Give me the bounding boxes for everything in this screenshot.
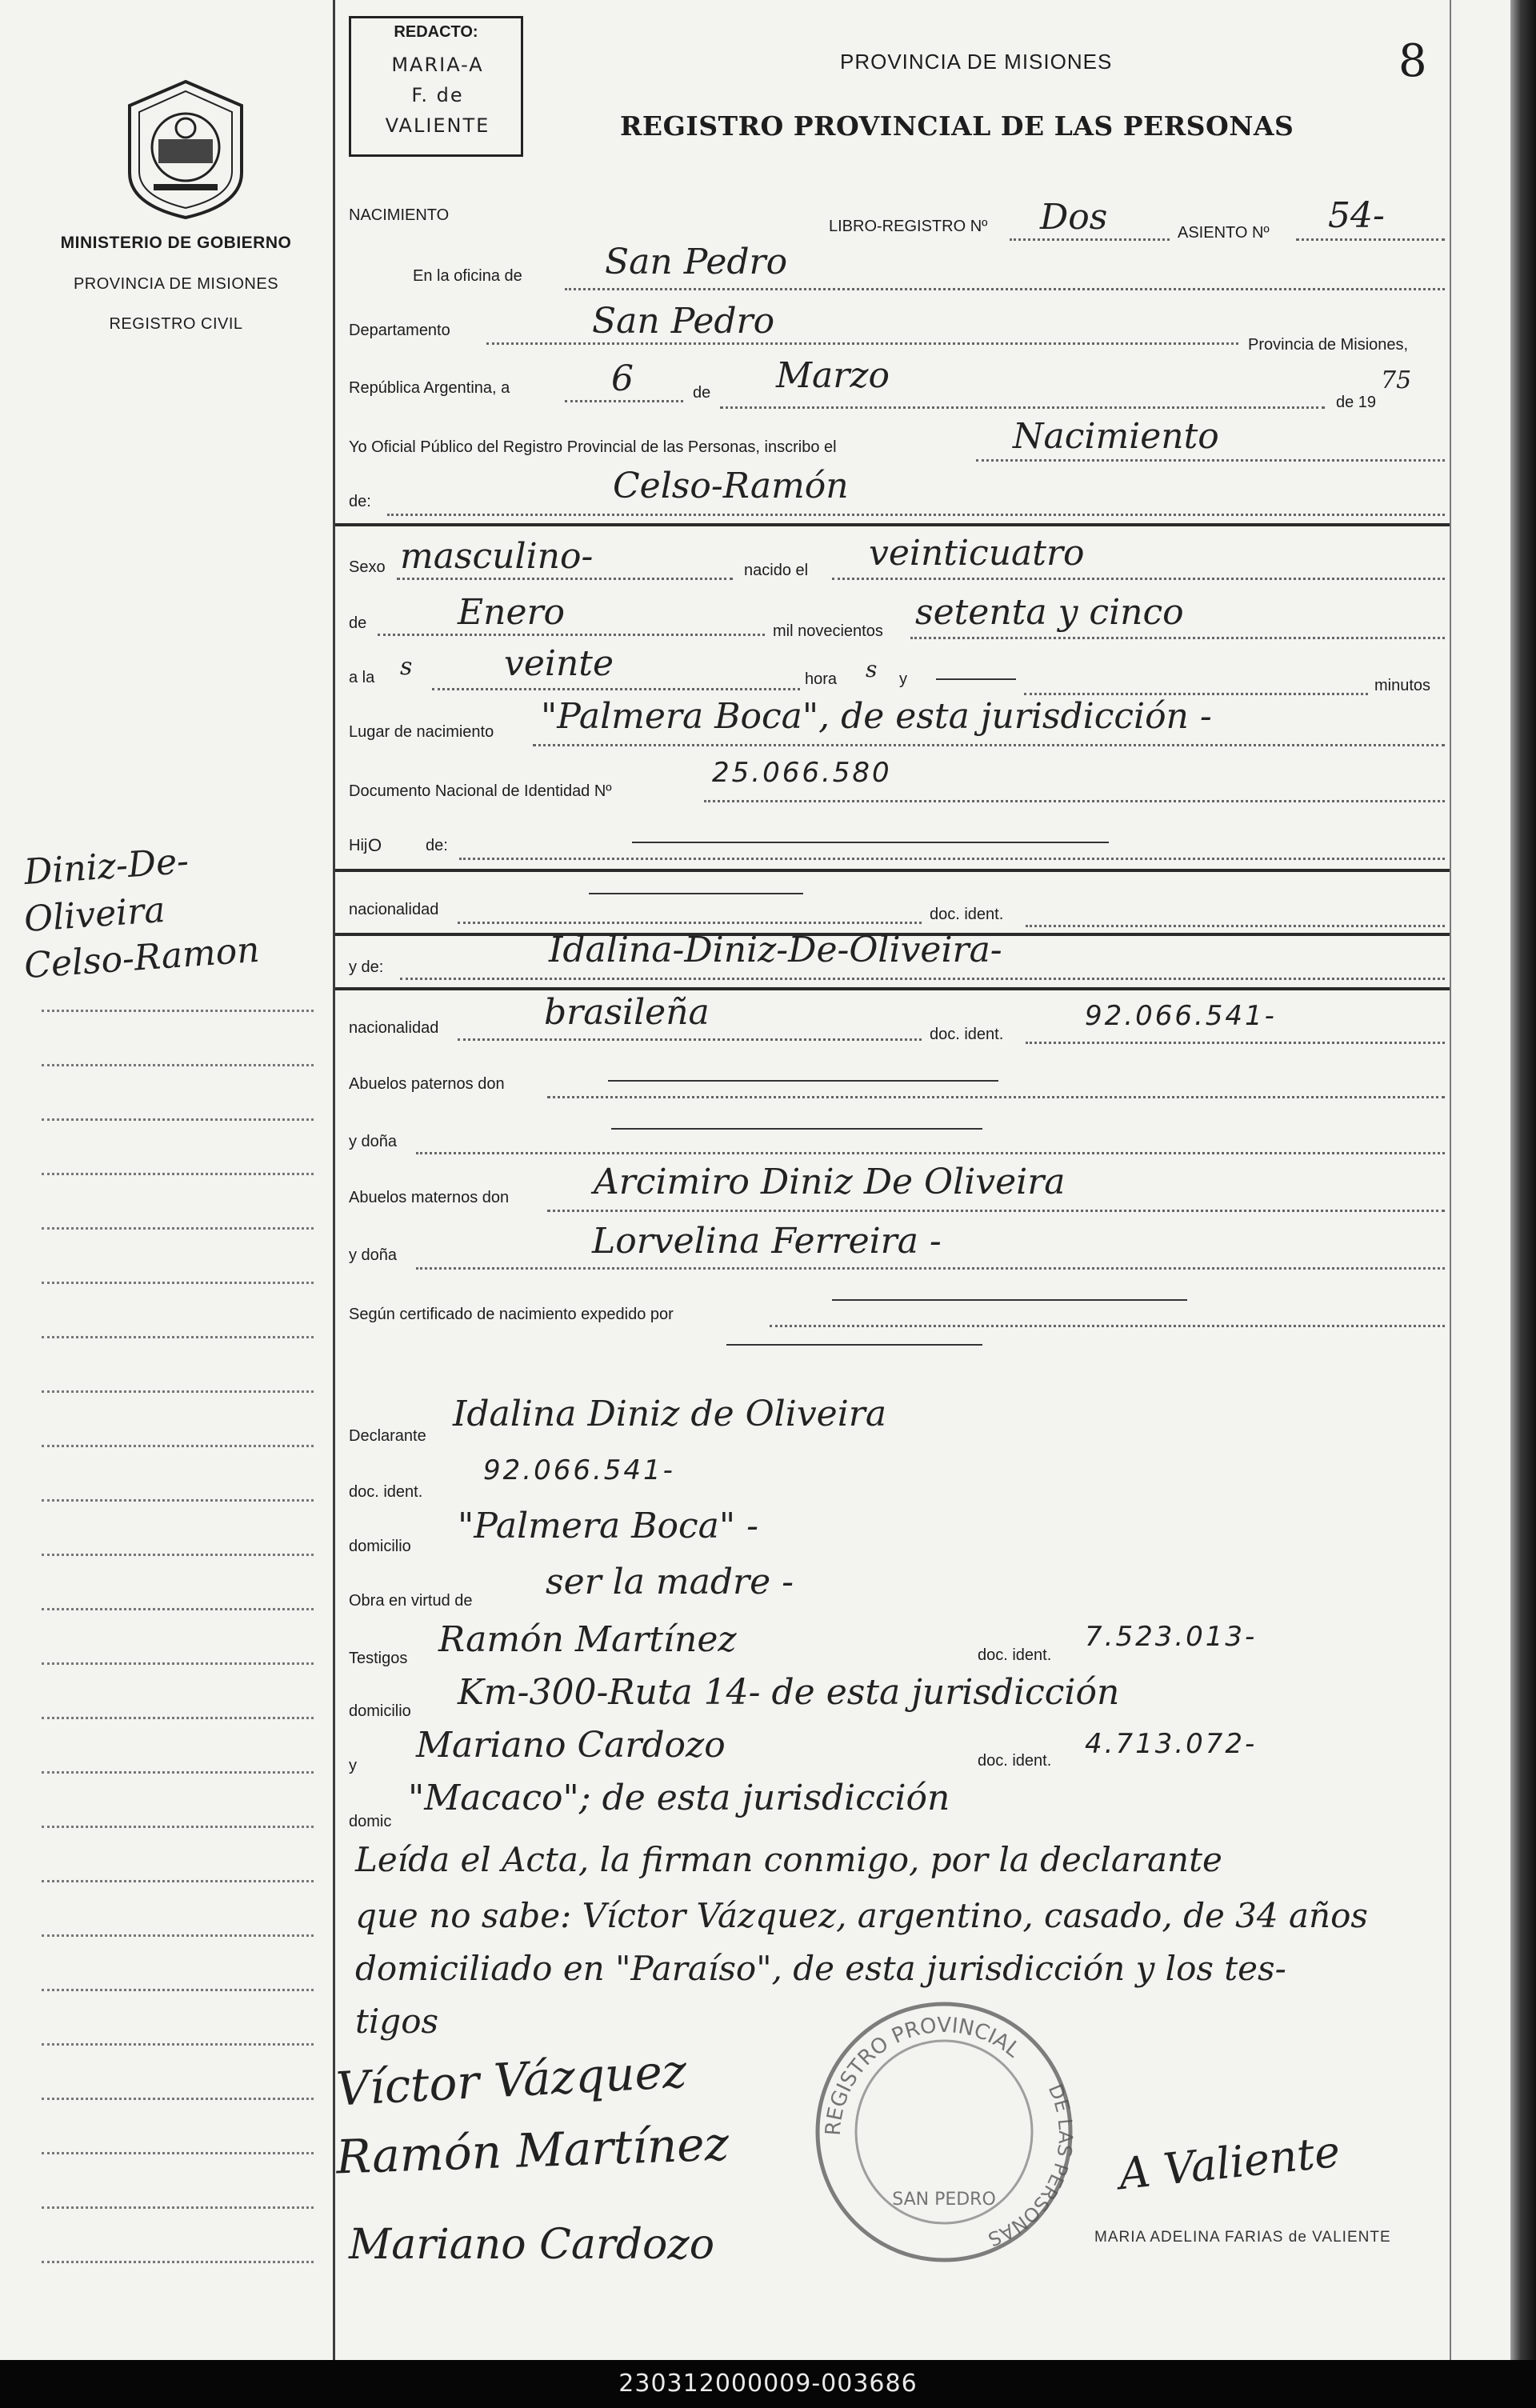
anio-nac-value: setenta y cinco [915, 592, 1184, 633]
y-dona-materna-label: y doña [349, 1246, 398, 1264]
testigo1-value: Ramón Martínez [438, 1619, 737, 1660]
nota-line: tigos [355, 2002, 439, 2041]
documento-value: 25.066.580 [712, 757, 892, 789]
doc-declarante-value: 92.066.541- [483, 1454, 675, 1486]
domicilio-testigo1-value: Km-300-Ruta 14- de esta jurisdicción [458, 1672, 1120, 1713]
sexo-label: Sexo [349, 558, 386, 576]
nombre-value: Celso-Ramón [613, 466, 849, 506]
hora-s-value: s [866, 656, 878, 682]
domicilio-testigo2-label: domic [349, 1813, 392, 1830]
declarante-value: Idalina Diniz de Oliveira [453, 1394, 887, 1434]
page-number: 8 [1398, 35, 1427, 87]
stamp-ring-text: REGISTRO PROVINCIAL [821, 2013, 1025, 2137]
republica-label: República Argentina, a [349, 379, 510, 397]
doc-ident-madre-label: doc. ident. [930, 1026, 1004, 1043]
oficina-label: En la oficina de [413, 267, 522, 285]
redacto-line: F. de [411, 84, 464, 106]
oficial-statement: Yo Oficial Público del Registro Provincial de las Personas, inscribo el [349, 438, 837, 456]
segun-label: Según certificado de nacimiento expedido por [349, 1306, 674, 1323]
margin-rule-line [42, 1989, 314, 1991]
a-la-value: s [400, 653, 413, 681]
margin-note-line: Oliveira [22, 889, 167, 941]
province-subtitle: PROVINCIA DE MISIONES [73, 275, 279, 293]
y-de-label: y de: [349, 958, 384, 976]
nacido-label: nacido el [744, 562, 809, 579]
doc-ident-padre-label: doc. ident. [930, 906, 1004, 923]
margin-rule-line [42, 1336, 314, 1338]
nacionalidad-madre-value: brasileña [544, 992, 710, 1033]
asiento-label: ASIENTO Nº [1178, 224, 1270, 242]
redacto-label: REDACTO: [394, 23, 478, 41]
margin-rule-line [42, 2098, 314, 2100]
nacimiento-label: NACIMIENTO [349, 206, 450, 224]
margin-rule-line [42, 1771, 314, 1774]
margin-rule-line [42, 1499, 314, 1502]
margin-rule-line [42, 2206, 314, 2209]
oficina-value: San Pedro [605, 242, 788, 282]
anio-value: 75 [1381, 366, 1412, 394]
declarante-label: Declarante [349, 1427, 426, 1445]
stamp-ring-text: DE LAS PERSONAS [985, 2081, 1078, 2251]
madre-value: Idalina-Diniz-De-Oliveira- [549, 930, 1002, 970]
margin-rule-line [42, 1934, 314, 1937]
nota-line: Leída el Acta, la firman conmigo, por la declarante [355, 1840, 1222, 1879]
acto-value: Nacimiento [1013, 416, 1219, 457]
margin-rule-line [42, 1608, 314, 1610]
signature: Mariano Cardozo [349, 2221, 715, 2269]
nacionalidad-madre-label: nacionalidad [349, 1019, 439, 1037]
footer-id: 230312000009-003686 [0, 2360, 1536, 2408]
doc-ident-testigo2-label: doc. ident. [978, 1752, 1052, 1770]
y-dona-paterna-label: y doña [349, 1133, 398, 1150]
margin-rule-line [42, 1390, 314, 1393]
y-testigo2-label: y [349, 1757, 357, 1774]
testigo2-value: Mariano Cardozo [416, 1725, 726, 1766]
page-edge [1510, 0, 1536, 2360]
margin-rule-line [42, 1118, 314, 1121]
column-divider [333, 0, 335, 2360]
margin-rule-line [42, 2043, 314, 2046]
de-mes-label: de [349, 614, 367, 632]
libro-value: Dos [1040, 197, 1108, 238]
province-seal-icon [122, 77, 250, 221]
doc-testigo1-value: 7.523.013- [1085, 1621, 1258, 1653]
doc-madre-value: 92.066.541- [1085, 1000, 1277, 1032]
header-province: PROVINCIA DE MISIONES [840, 50, 1113, 74]
de-label: de [693, 384, 711, 402]
registry-subtitle: REGISTRO CIVIL [109, 315, 243, 333]
hijo-o-value: O [368, 835, 382, 855]
redacto-line: MARIA-A [391, 54, 484, 76]
signature: Víctor Vázquez [334, 2043, 688, 2117]
hijo-de-label: de: [426, 837, 448, 854]
libro-label: LIBRO-REGISTRO Nº [829, 218, 988, 235]
abuelo-materno-value: Arcimiro Diniz De Oliveira [594, 1162, 1066, 1202]
hijo-label: Hij [349, 837, 368, 854]
margin-rule-line [42, 1717, 314, 1719]
domicilio-testigo1-label: domicilio [349, 1702, 411, 1720]
departamento-value: San Pedro [592, 301, 775, 342]
registry-stamp-icon [808, 1992, 1080, 2264]
margin-rule-line [42, 1064, 314, 1066]
official-name: MARIA ADELINA FARIAS de VALIENTE [1094, 2229, 1391, 2246]
margin-rule-line [42, 2152, 314, 2154]
documento-label: Documento Nacional de Identidad Nº [349, 782, 612, 800]
stamp-center-text: SAN PEDRO [892, 2190, 996, 2210]
redacto-line: VALIENTE [385, 114, 490, 137]
obra-label: Obra en virtud de [349, 1592, 473, 1610]
section-divider [335, 523, 1450, 526]
mes-value: Marzo [776, 355, 890, 396]
margin-note-line: Diniz-De- [22, 840, 190, 894]
abuelos-paternos-label: Abuelos paternos don [349, 1075, 505, 1093]
hora-y-label: y [899, 670, 907, 688]
testigos-label: Testigos [349, 1650, 408, 1667]
domicilio-label: domicilio [349, 1538, 411, 1555]
margin-rule-line [42, 1554, 314, 1556]
margin-note-line: Celso-Ramon [22, 929, 262, 987]
nota-line: domiciliado en "Paraíso", de esta jurisdicción y los tes- [355, 1949, 1286, 1988]
section-divider [335, 987, 1450, 990]
domicilio-testigo2-value: "Macaco"; de esta jurisdicción [408, 1778, 950, 1818]
signature: Ramón Martínez [334, 2116, 730, 2185]
abuela-materna-value: Lorvelina Ferreira - [592, 1221, 942, 1262]
minutos-label: minutos [1374, 677, 1431, 694]
ministry-title: MINISTERIO DE GOBIERNO [60, 234, 292, 252]
section-divider [335, 869, 1450, 872]
lugar-label: Lugar de nacimiento [349, 723, 494, 741]
svg-text:REGISTRO PROVINCIAL [822, 2014, 1025, 2137]
mes-nac-value: Enero [458, 592, 566, 633]
margin-rule-line [42, 1173, 314, 1175]
redacto-box [349, 16, 523, 157]
anio-label: de 19 [1336, 394, 1377, 411]
sexo-value: masculino- [400, 536, 594, 577]
margin-rule-line [42, 1227, 314, 1230]
margin-rule-line [42, 1010, 314, 1012]
margin-rule-line [42, 2261, 314, 2263]
nacido-value: veinticuatro [869, 533, 1085, 574]
domicilio-value: "Palmera Boca" - [458, 1506, 758, 1546]
margin-rule-line [42, 1826, 314, 1828]
margin-rule-line [42, 1880, 314, 1882]
lugar-value: "Palmera Boca", de esta jurisdicción - [541, 696, 1212, 737]
margin-rule-line [42, 1282, 314, 1284]
margin-rule-line [42, 1662, 314, 1665]
departamento-label: Departamento [349, 322, 450, 339]
doc-testigo2-value: 4.713.072- [1085, 1728, 1258, 1760]
hora-label: hora [805, 670, 838, 688]
provincia-misiones-label: Provincia de Misiones, [1248, 336, 1409, 354]
right-margin-rule [1450, 0, 1451, 2360]
de-nombre-label: de: [349, 493, 371, 510]
a-la-label: a la [349, 669, 375, 686]
page-title: REGISTRO PROVINCIAL DE LAS PERSONAS [620, 110, 1294, 142]
hora-texto-value: veinte [504, 643, 614, 684]
official-signature: A Valiente [1116, 2126, 1342, 2200]
nacionalidad-padre-label: nacionalidad [349, 901, 439, 918]
mil-label: mil novecientos [773, 622, 883, 640]
dia-value: 6 [611, 358, 634, 399]
obra-value: ser la madre - [546, 1562, 794, 1602]
doc-ident-declarante-label: doc. ident. [349, 1483, 423, 1501]
nota-line: que no sabe: Víctor Vázquez, argentino, casado, de 34 años [355, 1896, 1368, 1935]
abuelos-maternos-label: Abuelos maternos don [349, 1189, 510, 1206]
asiento-value: 54- [1328, 195, 1385, 236]
doc-ident-testigo1-label: doc. ident. [978, 1646, 1052, 1664]
margin-rule-line [42, 1445, 314, 1447]
